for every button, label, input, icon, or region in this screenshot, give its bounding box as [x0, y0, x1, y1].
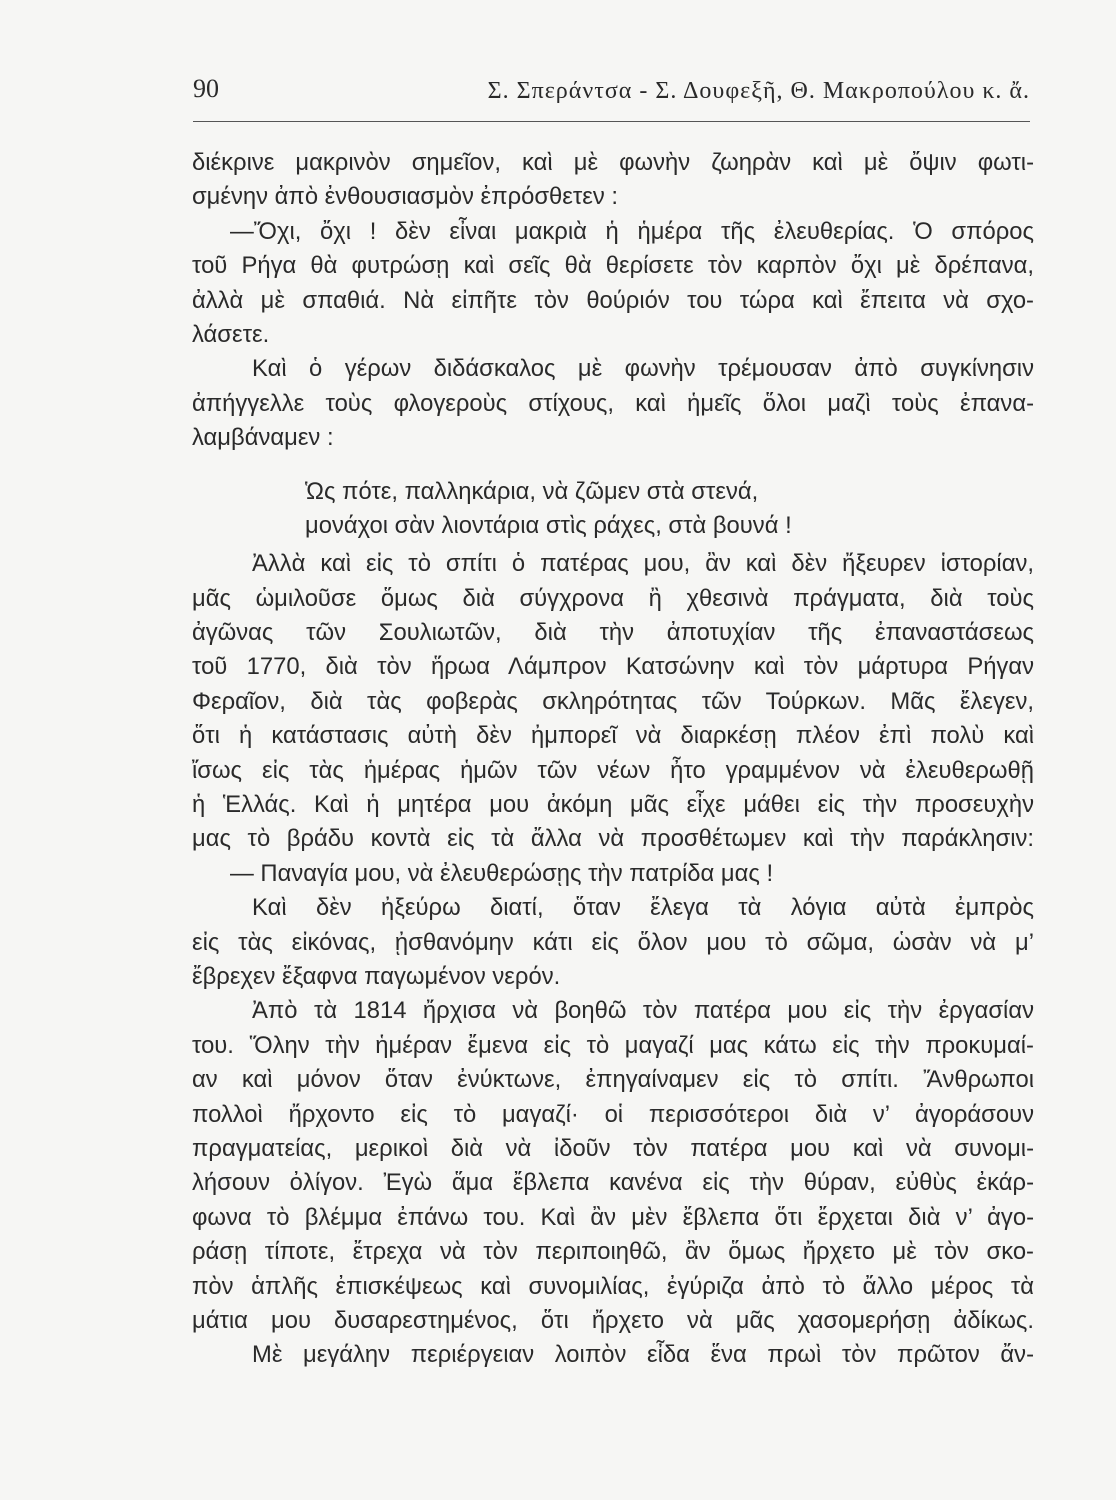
poem-line: μονάχοι σὰν λιοντάρια στὶς ράχες, στὰ βουνά !: [305, 511, 792, 539]
body-text: [192, 146, 1034, 1373]
poem-line: Ὡς πότε, παλληκάρια, νὰ ζῶμεν στὰ στενά,: [305, 477, 759, 505]
text-line: μάτια μου δυσαρεστημένος, ὅτι ἤρχετο νὰ μᾶς χασομερήσῃ ἀδίκως.: [192, 1306, 1034, 1334]
text-line: ἴσως εἰς τὰς ἡμέρας ἡμῶν τῶν νέων ἦτο γραμμένον νὰ ἐλευθερωθῇ: [192, 756, 1034, 784]
text-line: ράσῃ τίποτε, ἔτρεχα νὰ τὸν περιποιηθῶ, ἂν ὅμως ἤρχετο μὲ τὸν σκο-: [192, 1238, 1034, 1266]
page-header: [193, 74, 1030, 114]
text-line: Μὲ μεγάλην περιέργειαν λοιπὸν εἶδα ἕνα πρωὶ τὸν πρῶτον ἄν-: [252, 1341, 1034, 1369]
text-line: ἡ Ἑλλάς. Καὶ ἡ μητέρα μου ἀκόμη μᾶς εἶχε μάθει εἰς τὴν προσευχὴν: [192, 791, 1034, 819]
text-line: εἰς τὰς εἰκόνας, ᾐσθανόμην κάτι εἰς ὅλον μου τὸ σῶμα, ὡσὰν νὰ μ’: [192, 928, 1034, 956]
text-line: Ἀπὸ τὰ 1814 ἤρχισα νὰ βοηθῶ τὸν πατέρα μου εἰς τὴν ἐργασίαν: [252, 997, 1034, 1025]
text-line: πὸν ἁπλῆς ἐπισκέψεως καὶ συνομιλίας, ἐγύριζα ἀπὸ τὸ ἄλλο μέρος τὰ: [192, 1272, 1034, 1300]
text-line: πραγματείας, μερικοὶ διὰ νὰ ἰδοῦν τὸν πατέρα μου καὶ νὰ συνομι-: [192, 1134, 1034, 1162]
text-line: λαμβάναμεν :: [192, 424, 334, 452]
running-head: Σ. Σπεράντσα - Σ. Δουφεξῆ, Θ. Μακροπούλου κ. ἄ.: [487, 78, 1030, 104]
text-line: τοῦ Ρήγα θὰ φυτρώσῃ καὶ σεῖς θὰ θερίσετε τὸν καρπὸν ὄχι μὲ δρέπανα,: [192, 252, 1034, 280]
text-line: σμένην ἀπὸ ἐνθουσιασμὸν ἐπρόσθετεν :: [192, 183, 618, 211]
text-line: διέκρινε μακρινὸν σημεῖον, καὶ μὲ φωνὴν ζωηρὰν καὶ μὲ ὄψιν φωτι-: [192, 149, 1034, 176]
text-line: λήσουν ὀλίγον. Ἐγὼ ἅμα ἔβλεπα κανένα εἰς τὴν θύραν, εὐθὺς ἐκάρ-: [192, 1169, 1034, 1197]
text-line: Φεραῖον, διὰ τὰς φοβερὰς σκληρότητας τῶν Τούρκων. Μᾶς ἔλεγεν,: [192, 687, 1034, 715]
text-line: λάσετε.: [192, 320, 270, 348]
text-line: μας τὸ βράδυ κοντὰ εἰς τὰ ἄλλα νὰ προσθέτωμεν καὶ τὴν παράκλησιν:: [192, 825, 1034, 853]
text-line: φωνα τὸ βλέμμα ἐπάνω του. Καὶ ἂν μὲν ἔβλεπα ὅτι ἔρχεται διὰ ν’ ἀγο-: [192, 1203, 1034, 1231]
text-line: ὅτι ἡ κατάστασις αὐτὴ δὲν ἠμπορεῖ νὰ διαρκέσῃ πλέον ἐπὶ πολὺ καὶ: [192, 722, 1034, 750]
text-line: Ἀλλὰ καὶ εἰς τὸ σπίτι ὁ πατέρας μου, ἂν καὶ δὲν ἤξευρεν ἱστορίαν,: [252, 550, 1034, 578]
text-line: μᾶς ὡμιλοῦσε ὅμως διὰ σύγχρονα ἢ χθεσινὰ πράγματα, διὰ τοὺς: [192, 584, 1034, 612]
page-number: 90: [193, 74, 219, 103]
text-line: αν καὶ μόνον ὅταν ἐνύκτωνε, ἐπηγαίναμεν εἰς τὸ σπίτι. Ἄνθρωποι: [192, 1066, 1034, 1094]
text-line: ἀγῶνας τῶν Σουλιωτῶν, διὰ τὴν ἀποτυχίαν τῆς ἐπαναστάσεως: [192, 619, 1034, 647]
text-line: πολλοὶ ἤρχοντο εἰς τὸ μαγαζί· οἱ περισσότεροι διὰ ν’ ἀγοράσουν: [192, 1100, 1034, 1128]
header-rule: [193, 121, 1030, 122]
text-line: — Παναγία μου, νὰ ἐλευθερώσῃς τὴν πατρίδα μας !: [230, 859, 774, 887]
text-line: ἔβρεχεν ἔξαφνα παγωμένον νερόν.: [192, 962, 561, 990]
text-line: —Ὄχι, ὄχι ! δὲν εἶναι μακριὰ ἡ ἡμέρα τῆς ἐλευθερίας. Ὁ σπόρος: [230, 217, 1034, 245]
text-line: ἀπήγγελλε τοὺς φλογεροὺς στίχους, καὶ ἡμεῖς ὅλοι μαζὶ τοὺς ἐπανα-: [192, 389, 1034, 417]
text-line: Καὶ δὲν ἠξεύρω διατί, ὅταν ἔλεγα τὰ λόγια αὐτὰ ἐμπρὸς: [252, 894, 1034, 922]
text-line: ἀλλὰ μὲ σπαθιά. Νὰ εἰπῆτε τὸν θούριόν του τώρα καὶ ἔπειτα νὰ σχο-: [192, 286, 1034, 314]
text-line: του. Ὅλην τὴν ἡμέραν ἔμενα εἰς τὸ μαγαζί μας κάτω εἰς τὴν προκυμαί-: [192, 1031, 1034, 1059]
text-line: τοῦ 1770, διὰ τὸν ἥρωα Λάμπρον Κατσώνην καὶ τὸν μάρτυρα Ρήγαν: [192, 653, 1034, 681]
text-line: Καὶ ὁ γέρων διδάσκαλος μὲ φωνὴν τρέμουσαν ἀπὸ συγκίνησιν: [252, 355, 1034, 383]
